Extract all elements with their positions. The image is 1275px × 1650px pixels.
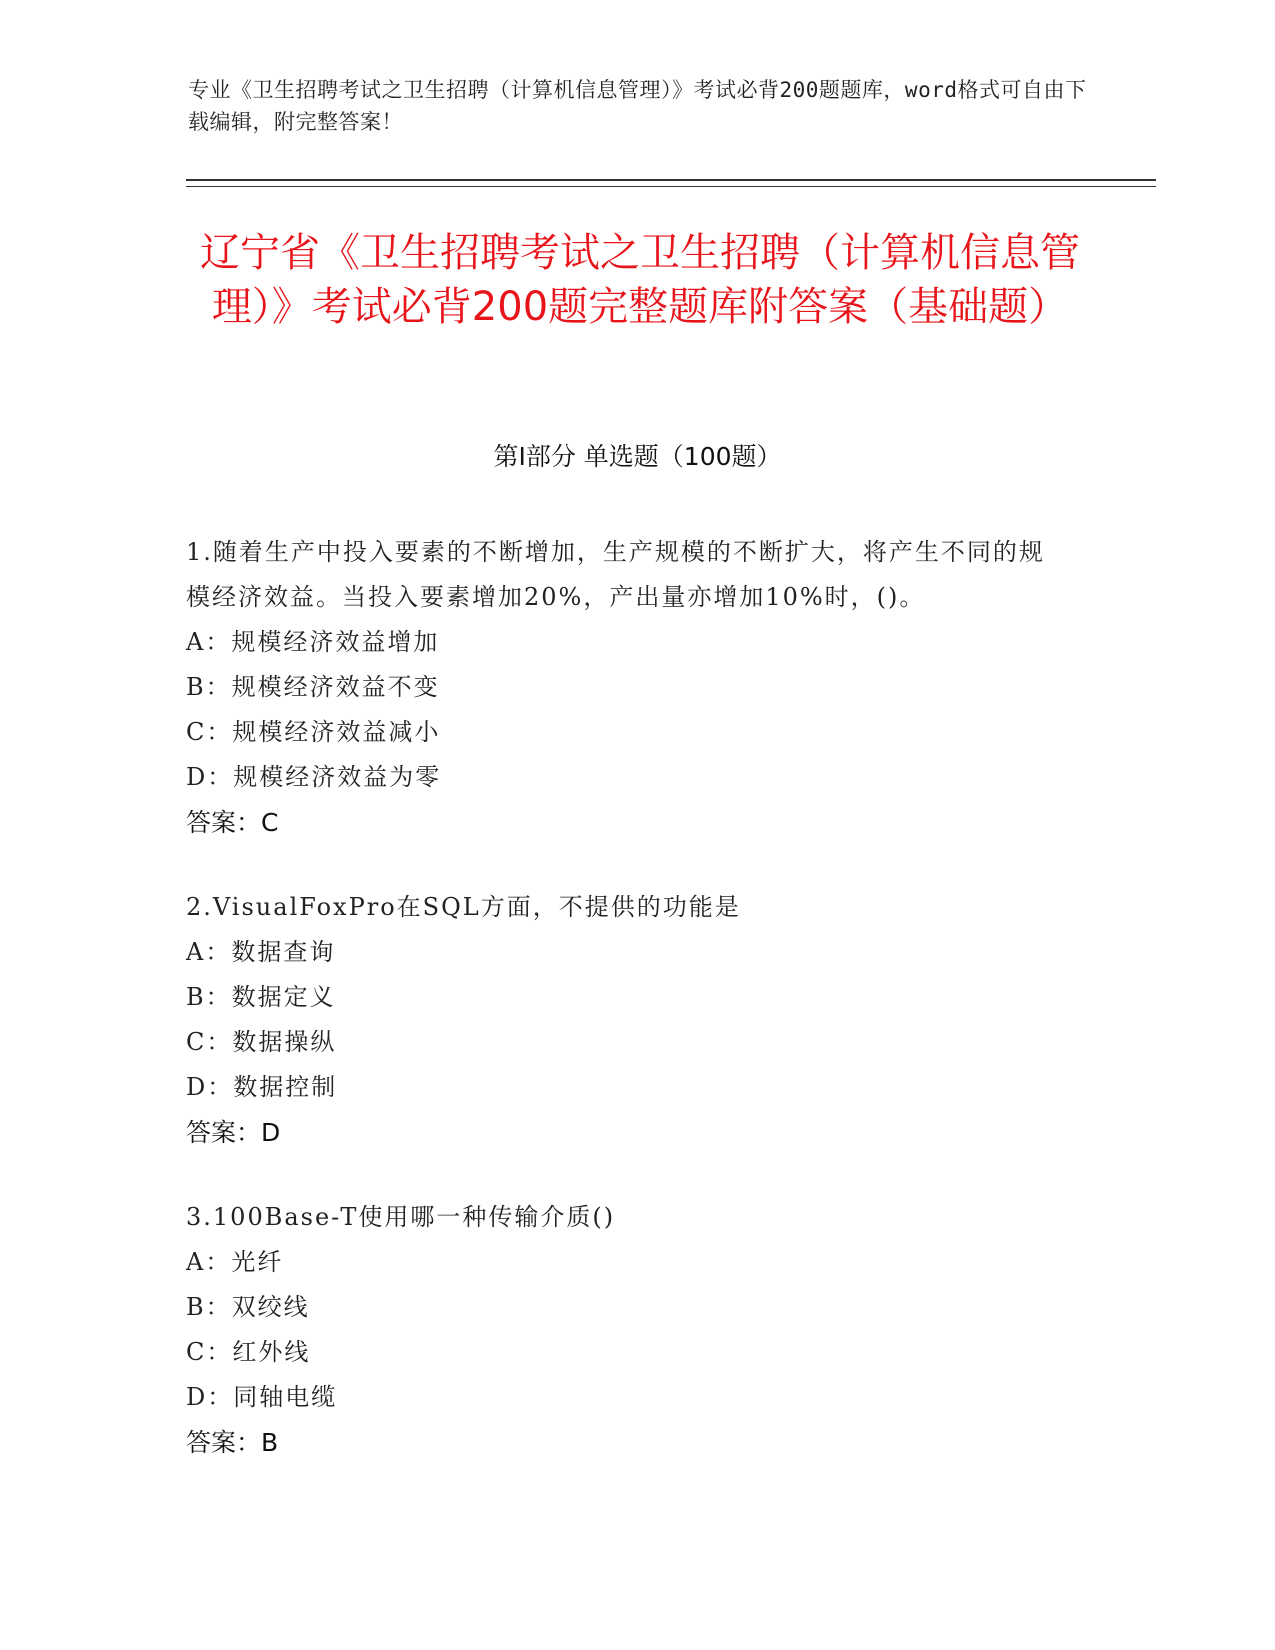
- answer: 答案：B: [186, 1428, 279, 1457]
- question-list: [186, 530, 1066, 1505]
- option-c: C：规模经济效益减小: [186, 718, 441, 746]
- header-divider-thick: [186, 179, 1156, 181]
- option-d: D：规模经济效益为零: [186, 763, 442, 791]
- option-d: D：同轴电缆: [186, 1383, 338, 1411]
- question-stem: 2.VisualFoxPro在SQL方面，不提供的功能是: [186, 893, 741, 921]
- option-c: C：数据操纵: [186, 1028, 337, 1056]
- option-b: B：数据定义: [186, 983, 336, 1011]
- header-divider-thin: [186, 186, 1156, 187]
- answer: 答案：D: [186, 1118, 281, 1147]
- document-title: 辽宁省《卫生招聘考试之卫生招聘（计算机信息管理）》考试必背200题完整题库附答案（基础题）: [200, 230, 1080, 330]
- option-b: B：双绞线: [186, 1293, 310, 1321]
- header-note: 专业《卫生招聘考试之卫生招聘（计算机信息管理）》考试必背200题题库，word格式可自由下载编辑，附完整答案！: [188, 78, 1087, 134]
- option-a: A：光纤: [186, 1248, 284, 1276]
- option-d: D：数据控制: [186, 1073, 338, 1101]
- question-2: [186, 885, 1066, 1155]
- option-b: B：规模经济效益不变: [186, 673, 440, 701]
- answer: 答案：C: [186, 808, 279, 837]
- option-c: C：红外线: [186, 1338, 311, 1366]
- question-stem: 1.随着生产中投入要素的不断增加，生产规模的不断扩大，将产生不同的规模经济效益。当投入要素增加20%，产出量亦增加10%时，()。: [186, 538, 1045, 611]
- question-stem: 3.100Base-T使用哪一种传输介质(): [186, 1203, 616, 1231]
- question-3: [186, 1195, 1066, 1465]
- option-a: A：规模经济效益增加: [186, 628, 440, 656]
- question-1: [186, 530, 1066, 845]
- option-a: A：数据查询: [186, 938, 336, 966]
- section-title: 第I部分 单选题（100题）: [493, 442, 782, 471]
